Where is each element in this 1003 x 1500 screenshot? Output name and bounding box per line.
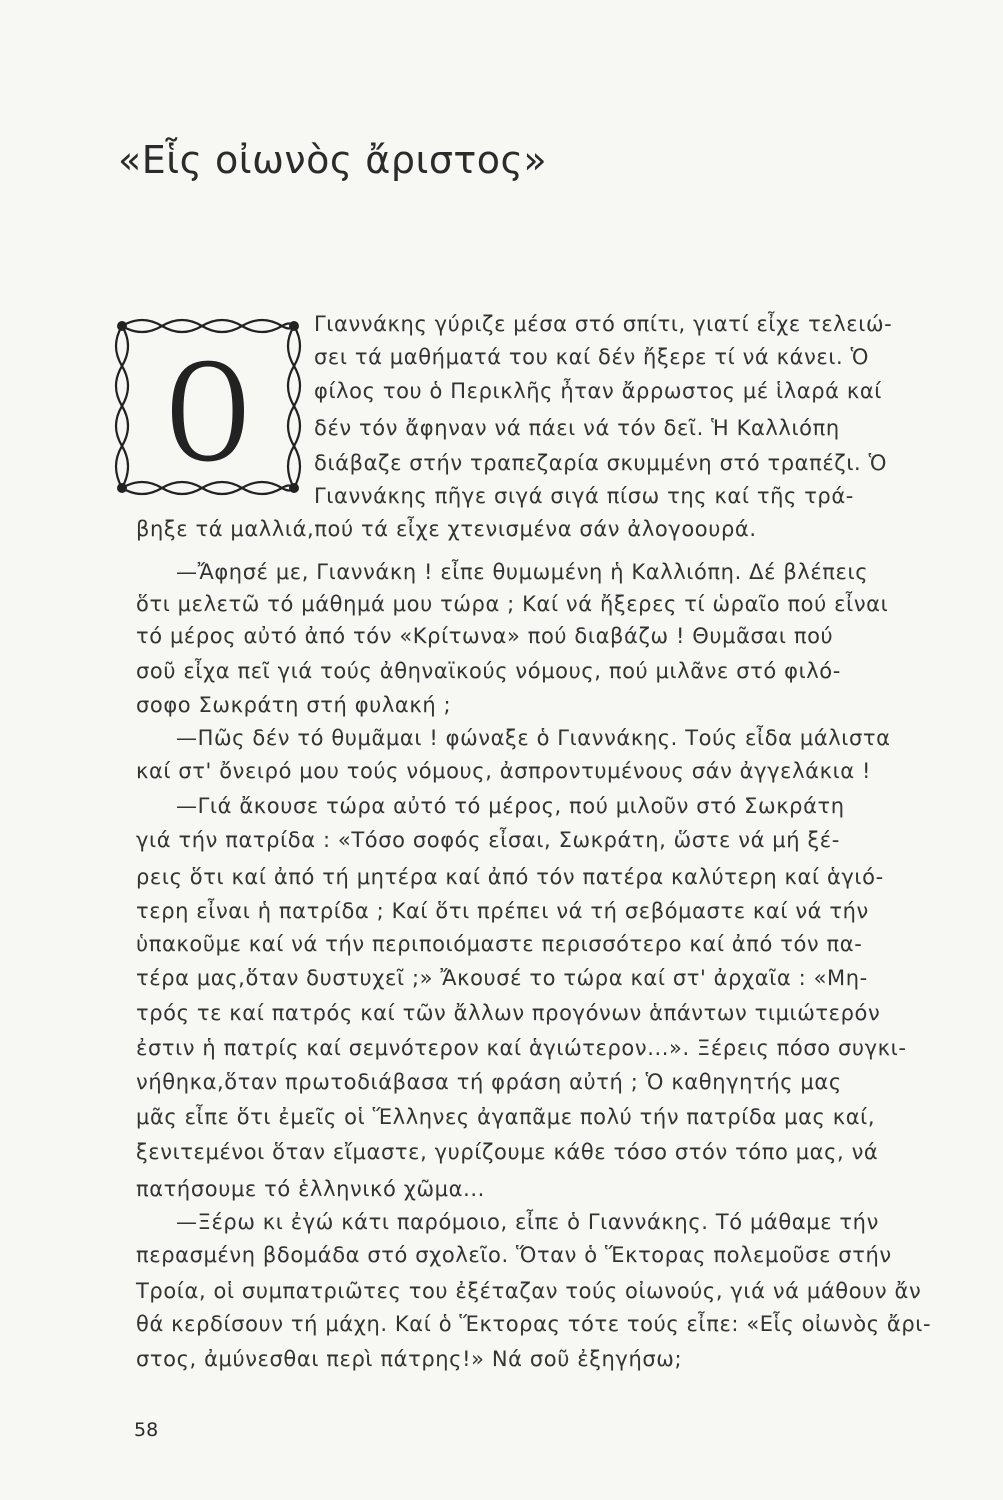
text-line: ἐστιν ἡ πατρίς καί σεμνότερον καί ἁγιώτερον...». Ξέρεις πόσο συγκι- [136, 1036, 907, 1060]
text-line: διάβαζε στήν τραπεζαρία σκυμμένη στό τραπέζι. Ὁ [314, 451, 887, 475]
text-line: σοφο Σωκράτη στή φυλακή ; [136, 693, 452, 717]
text-line: Τροία, οἱ συμπατριῶτες του ἐξέταζαν τούς οἰωνούς, γιά νά μάθουν ἄν [136, 1279, 922, 1303]
text-line: γιά τήν πατρίδα : «Τόσο σοφός εἶσαι, Σωκράτη, ὥστε νά μή ξέ- [136, 828, 840, 852]
text-line: —Πῶς δέν τό θυμᾶμαι ! φώναξε ὁ Γιαννάκης. Τούς εἶδα μάλιστα [176, 726, 891, 750]
text-line: Γιαννάκης γύριζε μέσα στό σπίτι, γιατί εἶχε τελειώ- [314, 312, 893, 336]
text-line: σει τά μαθήματά του καί δέν ἤξερε τί νά κάνει. Ὁ [314, 345, 870, 369]
drop-cap-frame [112, 316, 304, 498]
text-line: δέν τόν ἄφηναν νά πάει νά τόν δεῖ. Ἡ Καλλιόπη [314, 416, 840, 440]
text-line: τέρα μας,ὅταν δυστυχεῖ ;» Ἄκουσέ το τώρα καί στ' ἀρχαῖα : «Μη- [136, 966, 868, 990]
text-line: Γιαννάκης πῆγε σιγά σιγά πίσω της καί τῆς τρά- [314, 484, 854, 508]
text-line: πατήσουμε τό ἑλληνικό χῶμα... [136, 1177, 485, 1201]
text-line: ρεις ὅτι καί ἀπό τή μητέρα καί ἀπό τόν πατέρα καλύτερη καί ἁγιό- [136, 865, 884, 889]
text-line: θά κερδίσουν τή μάχη. Καί ὁ Ἕκτορας τότε τούς εἶπε: «Εἷς οἰωνὸς ἄρι- [136, 1312, 932, 1336]
page-number: 58 [134, 1419, 159, 1441]
text-line: —Ξέρω κι ἐγώ κάτι παρόμοιο, εἶπε ὁ Γιαννάκης. Τό μάθαμε τήν [176, 1210, 879, 1234]
text-line: μᾶς εἶπε ὅτι ἐμεῖς οἱ Ἕλληνες ἀγαπᾶμε πολύ τήν πατρίδα μας καί, [136, 1105, 876, 1129]
text-line: τό μέρος αὐτό ἀπό τόν «Κρίτωνα» πού διαβάζω ! Θυμᾶσαι πού [136, 624, 834, 648]
text-line: τρός τε καί πατρός καί τῶν ἄλλων προγόνων ἁπάντων τιμιώτερόν [136, 1001, 881, 1025]
text-line: τερη εἶναι ἡ πατρίδα ; Καί ὅτι πρέπει νά τή σεβόμαστε καί νά τήν [136, 899, 869, 923]
text-line: καί στ' ὄνειρό μου τούς νόμους, ἀσπροντυμένους σάν ἀγγελάκια ! [136, 759, 872, 783]
text-line: νήθηκα,ὅταν πρωτοδιάβασα τή φράση αὐτή ; Ὁ καθηγητής μας [136, 1070, 842, 1094]
text-line: —Γιά ἄκουσε τώρα αὐτό τό μέρος, πού μιλοῦν στό Σωκράτη [176, 794, 845, 818]
text-line: ὅτι μελετῶ τό μάθημά μου τώρα ; Καί νά ἤξερες τί ὡραῖο πού εἶναι [136, 592, 889, 616]
text-line: ξενιτεμένοι ὅταν εἴμαστε, γυρίζουμε κάθε τόσο στόν τόπο μας, νά [136, 1140, 879, 1164]
text-line: βηξε τά μαλλιά,πού τά εἶχε χτενισμένα σάν ἀλογοουρά. [136, 517, 757, 541]
chapter-title: «Εἷς οἰωνὸς ἄριστος» [118, 138, 548, 182]
text-line: —Ἄφησέ με, Γιαννάκη ! εἶπε θυμωμένη ἡ Καλλιόπη. Δέ βλέπεις [176, 560, 869, 584]
text-line: περασμένη βδομάδα στό σχολεῖο. Ὅταν ὁ Ἕκτορας πολεμοῦσε στήν [136, 1243, 892, 1267]
text-line: ὑπακοῦμε καί νά τήν περιποιόμαστε περισσότερο καί ἀπό τόν πα- [136, 932, 863, 956]
text-line: φίλος του ὁ Περικλῆς ἦταν ἄρρωστος μέ ἱλαρά καί [314, 379, 882, 403]
text-line: σοῦ εἶχα πεῖ γιά τούς ἀθηναϊκούς νόμους, πού μιλᾶνε στό φιλό- [136, 659, 841, 683]
text-line: στος, ἀμύνεσθαι περὶ πάτρης!» Νά σοῦ ἐξηγήσω; [136, 1347, 683, 1371]
drop-cap-letter: Ο [167, 327, 249, 493]
